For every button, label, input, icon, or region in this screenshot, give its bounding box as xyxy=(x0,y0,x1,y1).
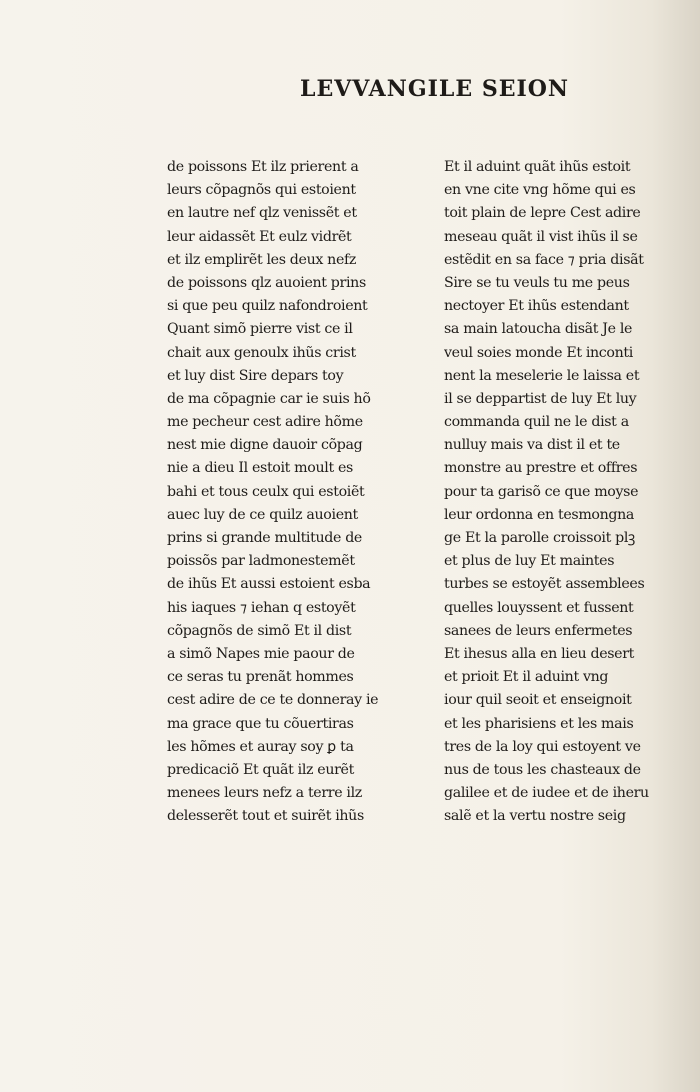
right-column-line: turbes se estoyẽt assemblees xyxy=(444,576,645,593)
left-column-line: his iaques ⁊ iehan q estoyẽt xyxy=(167,599,356,616)
left-column-line: et luy dist Sire depars toy xyxy=(167,367,344,384)
right-column-line: monstre au prestre et offres xyxy=(444,460,638,477)
left-column-line: delesserẽt tout et suirẽt ihũs xyxy=(167,808,364,825)
left-column-line: leur aidassẽt Et eulz vidrẽt xyxy=(167,228,352,245)
right-column-line: commanda quil ne le dist a xyxy=(444,414,629,431)
right-column-line: estẽdit en sa face ⁊ pria disãt xyxy=(444,251,644,268)
left-column-line: de poissons qlz auoient prins xyxy=(167,274,366,291)
left-column-line: poissõs par ladmonestemẽt xyxy=(167,553,355,570)
right-column-line: nulluy mais va dist il et te xyxy=(444,437,620,454)
right-column-line: quelles louyssent et fussent xyxy=(444,599,634,616)
left-column-line: cõpagnõs de simõ Et il dist xyxy=(167,622,352,639)
left-column-line: de poissons Et ilz prierent a xyxy=(167,159,359,175)
right-column-line: leur ordonna en tesmongna xyxy=(444,506,635,523)
left-column-line: si que peu quilz nafondroient xyxy=(167,298,368,315)
right-column-line: nent la meselerie le laissa et xyxy=(444,367,640,384)
left-column-line: les hõmes et auray soy ꝑ ta xyxy=(167,738,354,755)
left-column-line: auec luy de ce quilz auoient xyxy=(167,506,358,523)
left-column-line: ce seras tu prenãt hommes xyxy=(167,669,354,686)
right-column-line: sanees de leurs enfermetes xyxy=(444,622,633,639)
right-column-line: salẽ et la vertu nostre seig xyxy=(444,808,626,825)
right-column-line: iour quil seoit et enseignoit xyxy=(444,692,632,709)
right-column-line: Et il aduint quãt ihũs estoit xyxy=(444,159,631,175)
left-column-line: predicaciõ Et quãt ilz eurẽt xyxy=(167,761,354,778)
left-column-line: de ihũs Et aussi estoient esba xyxy=(167,576,371,593)
right-column-line: tres de la loy qui estoyent ve xyxy=(444,738,641,755)
left-column-line: leurs cõpagnõs qui estoient xyxy=(167,182,356,199)
right-column-line: Sire se tu veuls tu me peus xyxy=(444,274,630,291)
left-column-line: chait aux genoulx ihũs crist xyxy=(167,344,356,361)
left-column-line: Quant simõ pierre vist ce il xyxy=(167,321,353,338)
right-column-line: il se deppartist de luy Et luy xyxy=(444,390,637,407)
right-column-line: nectoyer Et ihũs estendant xyxy=(444,298,629,315)
right-column-line: meseau quãt il vist ihũs il se xyxy=(444,228,638,245)
right-column-line: nus de tous les chasteaux de xyxy=(444,761,641,778)
right-column-line: et plus de luy Et maintes xyxy=(444,553,615,570)
right-column-line: pour ta garisõ ce que moyse xyxy=(444,483,639,500)
right-column-line: et prioit Et il aduint vng xyxy=(444,669,609,686)
left-column-line: bahi et tous ceulx qui estoiẽt xyxy=(167,483,365,500)
left-column-line: prins si grande multitude de xyxy=(167,530,362,546)
left-column-line: et ilz emplirẽt les deux nefz xyxy=(167,251,357,268)
right-column-line: Et ihesus alla en lieu desert xyxy=(444,645,634,662)
right-column-line: et les pharisiens et les mais xyxy=(444,715,634,732)
left-column-line: nie a dieu Il estoit moult es xyxy=(167,460,353,477)
left-column-line: en lautre nef qlz venissẽt et xyxy=(167,205,357,222)
right-column-line: toit plain de lepre Cest adire xyxy=(444,205,641,222)
right-column-line: sa main latoucha disãt Je le xyxy=(444,321,633,338)
left-column-line: ma grace que tu cõuertiras xyxy=(167,715,354,732)
running-title: LEVVANGILE SEION xyxy=(300,76,570,102)
right-text-column xyxy=(444,156,694,828)
right-column-line: en vne cite vng hõme qui es xyxy=(444,182,636,199)
left-column-line: de ma cõpagnie car ie suis hõ xyxy=(167,390,371,407)
right-column-line: galilee et de iudee et de iheru xyxy=(444,785,649,802)
left-text-column xyxy=(167,156,432,828)
left-column-line: me pecheur cest adire hõme xyxy=(167,414,363,431)
left-column-line: menees leurs nefz a terre ilz xyxy=(167,785,362,802)
left-column-line: a simõ Napes mie paour de xyxy=(167,645,355,662)
right-column-line: ge Et la parolle croissoit plꝫ xyxy=(444,530,635,546)
left-column-line: cest adire de ce te donneray ie xyxy=(167,692,379,709)
right-column-line: veul soies monde Et inconti xyxy=(444,344,633,361)
left-column-line: nest mie digne dauoir cõpag xyxy=(167,437,363,454)
